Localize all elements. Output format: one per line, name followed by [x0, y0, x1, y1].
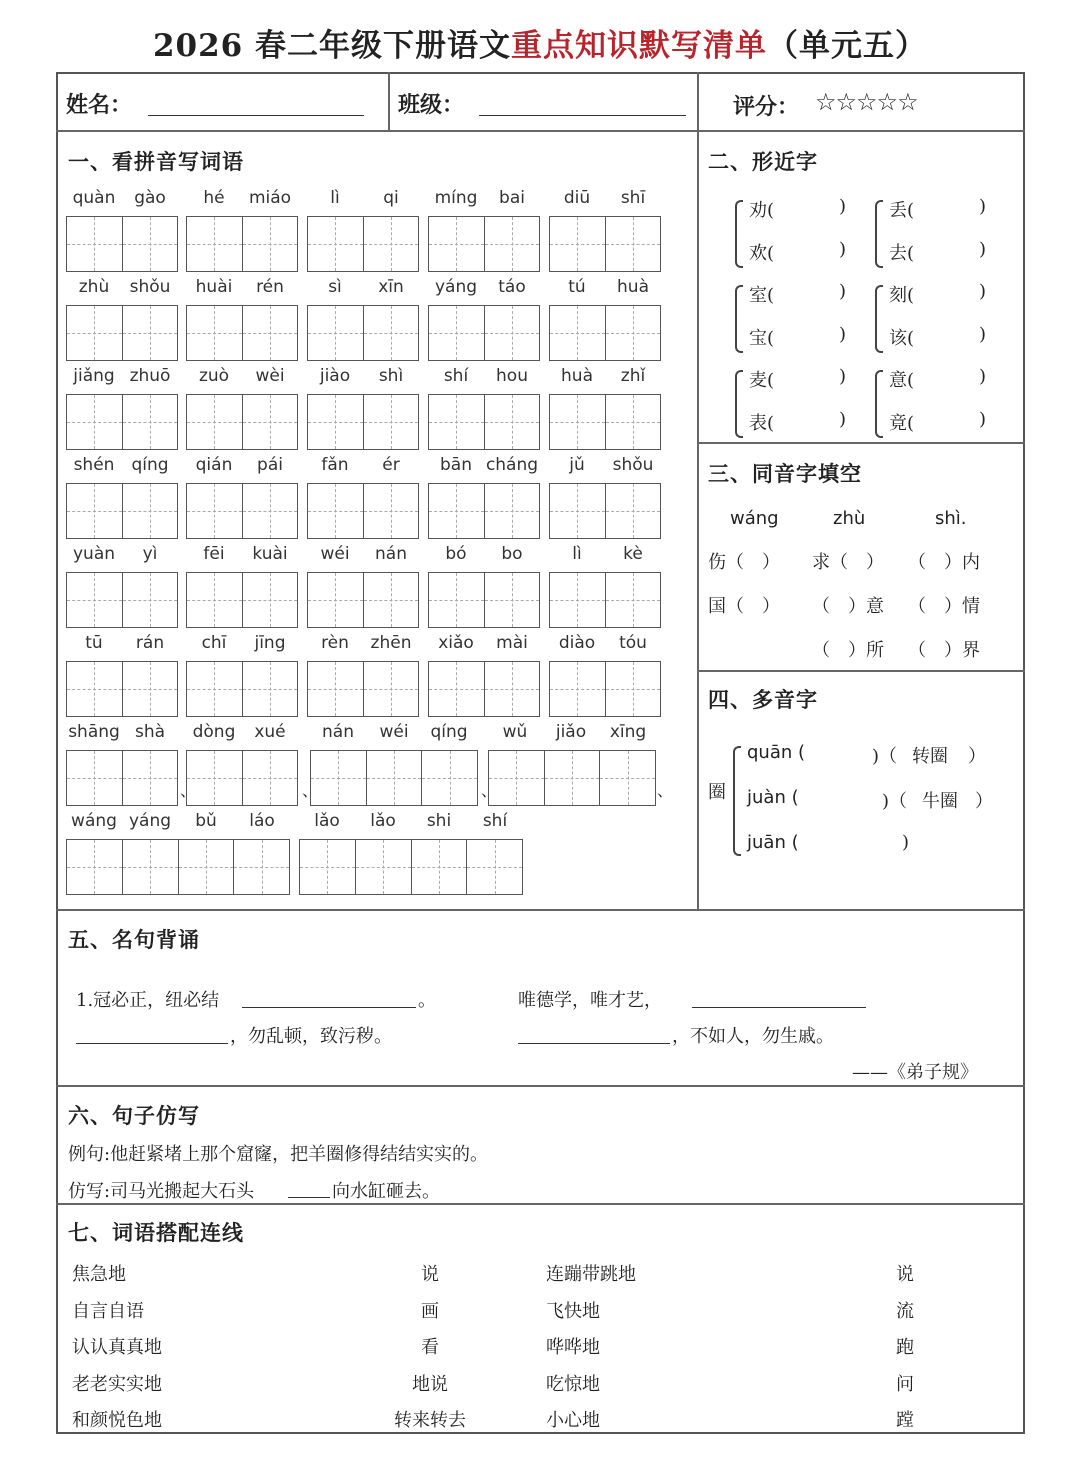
writing-grid[interactable]: [310, 750, 478, 806]
section4-title: 四、多音字: [708, 687, 818, 712]
brace-icon: [875, 370, 883, 438]
polyphone-end: ）: [968, 746, 986, 767]
polyphone-word: 牛圈: [922, 791, 958, 812]
title-unit: （单元五）: [767, 28, 928, 64]
match-item[interactable]: 连蹦带跳地: [546, 1264, 636, 1285]
pinyin-text: xué: [254, 722, 286, 742]
similar-char: 丢(: [889, 200, 915, 221]
separator-mark: 、: [657, 781, 674, 800]
match-item[interactable]: 画: [421, 1300, 439, 1322]
writing-grid[interactable]: [307, 572, 419, 628]
writing-grid[interactable]: [428, 661, 540, 717]
writing-grid[interactable]: [428, 394, 540, 450]
pinyin-text: hé: [203, 188, 225, 208]
writing-grid[interactable]: [428, 305, 540, 361]
homophone-blank[interactable]: 伤（ ）: [708, 552, 780, 573]
pinyin-text: cháng: [485, 455, 539, 475]
pinyin-text: shí: [482, 811, 508, 831]
similar-char: 竟(: [889, 413, 915, 434]
pinyin-text: shǒu: [612, 455, 654, 475]
match-item[interactable]: 飞快地: [546, 1300, 600, 1322]
pinyin-text: qián: [195, 455, 233, 475]
pinyin-text: shi: [426, 811, 452, 831]
pinyin-text: tú: [568, 277, 586, 297]
quote-blank[interactable]: [692, 1007, 866, 1008]
pinyin-text: wǔ: [502, 722, 528, 742]
match-item[interactable]: 自言自语: [72, 1300, 144, 1322]
match-item[interactable]: 老老实实地: [72, 1373, 162, 1395]
similar-char-close[interactable]: ): [979, 196, 987, 217]
match-item[interactable]: 和颜悦色地: [72, 1410, 162, 1431]
score-stars-icon[interactable]: ☆☆☆☆☆: [815, 88, 918, 116]
similar-char-close[interactable]: ): [979, 324, 987, 345]
pinyin-text: diào: [558, 633, 596, 653]
example-sentence: 例句:他赶紧堵上那个窟窿，把羊圈修得结结实实的。: [68, 1144, 489, 1165]
similar-char-close[interactable]: ): [979, 239, 987, 260]
pinyin-text: jīng: [254, 633, 286, 653]
writing-grid[interactable]: [186, 483, 298, 539]
pinyin-text: ér: [382, 455, 400, 475]
writing-grid[interactable]: [66, 661, 178, 717]
polyphone-blank[interactable]: )（: [872, 746, 898, 767]
pinyin-text: bó: [445, 544, 467, 564]
section6-title: 六、句子仿写: [68, 1103, 200, 1128]
writing-grid[interactable]: [307, 661, 419, 717]
pinyin-text: zhēn: [370, 633, 412, 653]
pinyin-text: wèi: [255, 366, 285, 386]
quote-blank[interactable]: [76, 1043, 228, 1044]
similar-char-close[interactable]: ): [979, 409, 987, 430]
pinyin-text: yì: [142, 544, 158, 564]
polyphone-pinyin: juān (: [747, 832, 799, 853]
pinyin-text: chī: [201, 633, 227, 653]
divider: [388, 72, 390, 130]
writing-grid[interactable]: [66, 483, 178, 539]
pinyin-text: shī: [620, 188, 646, 208]
match-item[interactable]: 问: [896, 1373, 914, 1395]
homophone-pinyin: zhù: [833, 508, 866, 529]
pinyin-text: zhuō: [129, 366, 171, 386]
homophone-blank[interactable]: （ ）界: [908, 640, 980, 661]
match-item[interactable]: 跑: [896, 1337, 914, 1358]
quote-blank[interactable]: [242, 1007, 416, 1008]
imitation-sentence-end: 向水缸砸去。: [332, 1181, 440, 1202]
writing-grid[interactable]: [66, 394, 178, 450]
pinyin-text: sì: [328, 277, 342, 297]
writing-grid[interactable]: [186, 394, 298, 450]
divider: [56, 909, 1025, 911]
pinyin-text: huà: [561, 366, 593, 386]
pinyin-text: huài: [195, 277, 233, 297]
pinyin-text: kuài: [252, 544, 288, 564]
brace-icon: [875, 285, 883, 353]
quote-line: 1.冠必正，纽必结: [76, 990, 220, 1011]
homophone-blank[interactable]: 国（ ）: [708, 596, 780, 617]
match-item[interactable]: 说: [421, 1264, 439, 1285]
writing-grid[interactable]: [428, 216, 540, 272]
homophone-pinyin: shì.: [935, 508, 967, 529]
pinyin-text: wáng: [71, 811, 117, 831]
pinyin-text: qíng: [131, 455, 169, 475]
writing-grid[interactable]: [66, 839, 290, 895]
similar-char: 表(: [749, 413, 775, 434]
name-label: 姓名：: [66, 92, 133, 118]
match-item[interactable]: 看: [421, 1337, 439, 1358]
writing-grid[interactable]: [307, 305, 419, 361]
pinyin-text: gào: [134, 188, 166, 208]
separator-mark: 、: [180, 781, 197, 800]
match-item[interactable]: 认认真真地: [72, 1337, 162, 1358]
class-label: 班级：: [398, 92, 465, 118]
writing-grid[interactable]: [549, 216, 661, 272]
writing-grid[interactable]: [186, 750, 298, 806]
similar-char-close[interactable]: ): [839, 239, 847, 260]
polyphone-blank[interactable]: )（: [882, 791, 908, 812]
writing-grid[interactable]: [549, 661, 661, 717]
similar-char-close[interactable]: ): [839, 196, 847, 217]
match-item[interactable]: 哗哗地: [546, 1337, 600, 1358]
similar-char: 去(: [889, 243, 915, 264]
homophone-blank[interactable]: （ ）内: [908, 552, 980, 573]
polyphone-blank[interactable]: ): [902, 832, 910, 853]
homophone-pinyin: wáng: [730, 508, 779, 529]
pinyin-text: nán: [375, 544, 407, 564]
brace-icon: [735, 285, 743, 353]
separator-mark: 、: [302, 781, 319, 800]
similar-char: 意(: [889, 370, 915, 391]
writing-grid[interactable]: [299, 839, 523, 895]
pinyin-text: zhù: [78, 277, 110, 297]
section2-title: 二、形近字: [708, 149, 818, 174]
pinyin-text: miáo: [248, 188, 292, 208]
pinyin-text: yáng: [434, 277, 478, 297]
similar-char: 麦(: [749, 370, 775, 391]
writing-grid[interactable]: [186, 216, 298, 272]
imitation-blank[interactable]: [288, 1197, 330, 1198]
section1-title: 一、看拼音写词语: [68, 149, 244, 174]
writing-grid[interactable]: [549, 305, 661, 361]
quote-blank[interactable]: [518, 1043, 670, 1044]
pinyin-text: qi: [383, 188, 399, 208]
pinyin-text: táo: [498, 277, 526, 297]
polyphone-word: 转圈: [912, 746, 948, 767]
divider: [697, 670, 1025, 672]
pinyin-text: wéi: [379, 722, 409, 742]
pinyin-text: jiǎng: [73, 366, 115, 386]
writing-grid[interactable]: [186, 661, 298, 717]
homophone-blank[interactable]: （ ）情: [908, 596, 980, 617]
section5-title: 五、名句背诵: [68, 927, 200, 952]
class-field[interactable]: [479, 115, 686, 116]
similar-char: 宝(: [749, 328, 775, 349]
pinyin-text: diū: [563, 188, 591, 208]
pinyin-text: míng: [434, 188, 478, 208]
pinyin-text: rán: [135, 633, 165, 653]
brace-icon: [735, 200, 743, 268]
pinyin-text: shāng: [68, 722, 120, 742]
pinyin-text: pái: [257, 455, 283, 475]
polyphone-pinyin: quān (: [747, 742, 806, 763]
divider: [697, 442, 1025, 444]
pinyin-text: shí: [443, 366, 469, 386]
quote-source: ——《弟子规》: [852, 1062, 978, 1083]
pinyin-text: shì: [378, 366, 404, 386]
pinyin-text: dòng: [192, 722, 236, 742]
similar-char-close[interactable]: ): [839, 409, 847, 430]
writing-grid[interactable]: [307, 394, 419, 450]
pinyin-text: bo: [501, 544, 523, 564]
polyphone-char: 圈: [708, 782, 726, 803]
divider: [56, 1203, 1025, 1205]
match-item[interactable]: 吃惊地: [546, 1373, 600, 1395]
pinyin-text: shén: [73, 455, 115, 475]
score-label: 评分：: [733, 94, 800, 120]
divider: [56, 1085, 1025, 1087]
polyphone-end: ）: [975, 791, 993, 812]
pinyin-text: bǔ: [195, 811, 217, 831]
title-prefix: 2026 春二年级下册语文: [152, 28, 512, 64]
writing-grid[interactable]: [66, 216, 178, 272]
pinyin-text: lì: [572, 544, 582, 564]
pinyin-text: fēi: [203, 544, 225, 564]
pinyin-text: mài: [496, 633, 528, 653]
quote-line: ，勿乱顿，致污秽。: [230, 1026, 392, 1047]
writing-grid[interactable]: [549, 483, 661, 539]
pinyin-text: xīng: [609, 722, 647, 742]
pinyin-text: fǎn: [321, 455, 349, 475]
divider: [697, 72, 699, 910]
writing-grid[interactable]: [307, 483, 419, 539]
match-item[interactable]: 地说: [412, 1373, 448, 1395]
match-item[interactable]: 焦急地: [72, 1264, 126, 1285]
similar-char: 该(: [889, 328, 915, 349]
pinyin-text: tū: [85, 633, 103, 653]
match-item[interactable]: 说: [896, 1264, 914, 1285]
match-item[interactable]: 小心地: [546, 1410, 600, 1431]
divider: [56, 130, 1025, 132]
page-title: [0, 20, 1080, 65]
homophone-blank[interactable]: （ ）所: [812, 640, 884, 661]
pinyin-text: huà: [617, 277, 649, 297]
quote-punct: 。: [418, 990, 436, 1011]
writing-grid[interactable]: [186, 305, 298, 361]
writing-grid[interactable]: [428, 483, 540, 539]
match-item[interactable]: 转来转去: [394, 1410, 466, 1431]
pinyin-text: bai: [499, 188, 525, 208]
pinyin-text: rèn: [321, 633, 349, 653]
imitation-sentence: 仿写:司马光搬起大石头: [68, 1181, 255, 1202]
section3-title: 三、同音字填空: [708, 461, 862, 486]
pinyin-text: rén: [256, 277, 284, 297]
pinyin-text: qíng: [430, 722, 468, 742]
similar-char-close[interactable]: ): [839, 281, 847, 302]
writing-grid[interactable]: [428, 572, 540, 628]
pinyin-text: bān: [440, 455, 472, 475]
pinyin-text: nán: [322, 722, 354, 742]
separator-mark: 、: [481, 781, 498, 800]
pinyin-text: shà: [134, 722, 166, 742]
similar-char-close[interactable]: ): [979, 281, 987, 302]
quote-line: 唯德学，唯才艺，: [518, 990, 662, 1011]
pinyin-text: yuàn: [72, 544, 116, 564]
pinyin-text: lì: [330, 188, 340, 208]
writing-grid[interactable]: [488, 750, 656, 806]
similar-char-close[interactable]: ): [839, 324, 847, 345]
pinyin-text: zhǐ: [620, 366, 646, 386]
writing-grid[interactable]: [66, 572, 178, 628]
pinyin-text: xīn: [378, 277, 404, 297]
pinyin-text: quàn: [72, 188, 116, 208]
homophone-blank[interactable]: （ ）意: [812, 596, 884, 617]
title-highlight: 重点知识默写清单: [511, 28, 768, 64]
match-item[interactable]: 流: [896, 1300, 914, 1322]
writing-grid[interactable]: [307, 216, 419, 272]
writing-grid[interactable]: [186, 572, 298, 628]
pinyin-text: jiǎo: [555, 722, 587, 742]
pinyin-text: jǔ: [569, 455, 585, 475]
pinyin-text: xiǎo: [438, 633, 474, 653]
name-field[interactable]: [148, 115, 364, 116]
writing-grid[interactable]: [66, 305, 178, 361]
writing-grid[interactable]: [549, 394, 661, 450]
polyphone-pinyin: juàn (: [747, 787, 799, 808]
pinyin-text: lǎo: [370, 811, 396, 831]
pinyin-text: zuò: [198, 366, 230, 386]
similar-char: 欢(: [749, 243, 775, 264]
similar-char: 劝(: [749, 200, 775, 221]
pinyin-text: lǎo: [314, 811, 340, 831]
pinyin-text: kè: [623, 544, 643, 564]
pinyin-text: shǒu: [129, 277, 171, 297]
pinyin-text: láo: [249, 811, 275, 831]
brace-icon: [875, 200, 883, 268]
pinyin-text: wéi: [320, 544, 350, 564]
quote-line: ，不如人，勿生戚。: [672, 1026, 834, 1047]
similar-char: 刻(: [889, 285, 915, 306]
brace-icon: [733, 746, 741, 856]
similar-char-close[interactable]: ): [979, 366, 987, 387]
pinyin-text: hou: [496, 366, 528, 386]
writing-grid[interactable]: [549, 572, 661, 628]
pinyin-text: yáng: [128, 811, 172, 831]
similar-char-close[interactable]: ): [839, 366, 847, 387]
pinyin-text: tóu: [619, 633, 647, 653]
pinyin-text: jiào: [319, 366, 351, 386]
homophone-blank[interactable]: 求（ ）: [812, 552, 884, 573]
writing-grid[interactable]: [66, 750, 178, 806]
match-item[interactable]: 蹚: [896, 1410, 914, 1431]
section7-title: 七、词语搭配连线: [68, 1220, 244, 1245]
brace-icon: [735, 370, 743, 438]
similar-char: 室(: [749, 285, 775, 306]
